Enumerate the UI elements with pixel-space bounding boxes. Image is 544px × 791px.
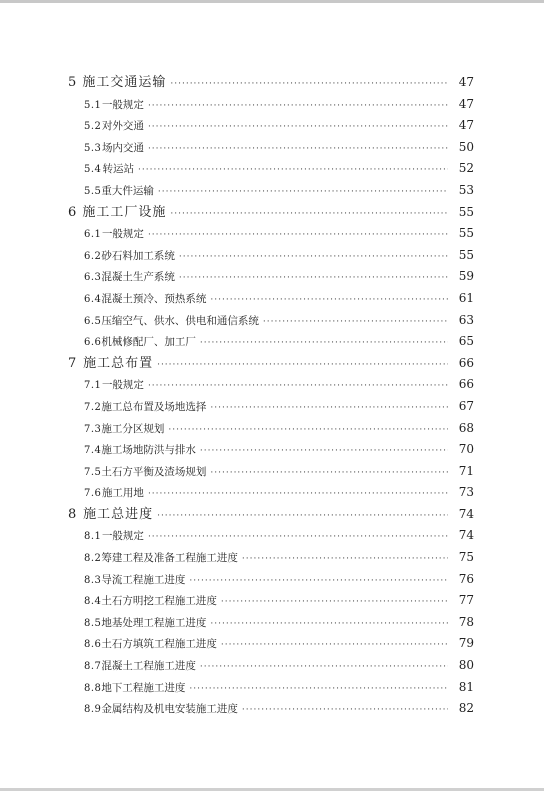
toc-page-number: 47 (458, 75, 474, 89)
toc-entry-number: 8.2 (84, 553, 102, 565)
toc-chapter-row[interactable] (68, 353, 474, 375)
toc-page-number: 82 (458, 701, 474, 716)
toc-entry-title: 导流工程施工进度 (101, 573, 186, 586)
toc-entry-number: 7 (68, 355, 77, 371)
toc-page-number: 78 (458, 614, 474, 629)
toc-entry-number: 7.5 (84, 466, 102, 478)
toc-section-row[interactable] (68, 418, 474, 440)
toc-page-number: 73 (458, 485, 474, 500)
toc-page-number: 68 (458, 420, 474, 435)
toc-leader-dots (263, 312, 448, 334)
toc-entry-number: 5.1 (84, 99, 102, 111)
toc-entry-title: 一般规定 (101, 379, 144, 392)
toc-entry-title: 对外交通 (101, 120, 144, 133)
toc-section-row[interactable] (68, 331, 474, 353)
toc-entry-title: 混凝土生产系统 (101, 271, 175, 284)
toc-section-row[interactable] (68, 245, 474, 267)
toc-leader-dots (221, 592, 448, 614)
toc-chapter-row[interactable] (68, 72, 474, 94)
toc-entry-number: 6.6 (84, 337, 102, 349)
toc-entry-number: 7.4 (84, 445, 102, 457)
toc-leader-dots (200, 441, 448, 463)
toc-leader-dots (138, 160, 448, 182)
toc-entry-title: 施工交通运输 (82, 75, 167, 90)
toc-entry-title: 压缩空气、供水、供电和通信系统 (101, 314, 259, 327)
toc-entry-number: 5 (68, 75, 77, 90)
toc-entry-title: 砂石料加工系统 (101, 249, 175, 262)
toc-entry-number: 5.3 (84, 142, 102, 154)
toc-entry-number: 8 (68, 506, 77, 522)
toc-entry-number: 8.3 (84, 574, 102, 586)
toc-entry-title: 筹建工程及准备工程施工进度 (101, 552, 238, 565)
toc-section-row[interactable] (68, 310, 474, 332)
toc-leader-dots (210, 463, 448, 485)
toc-entry-title: 土石方填筑工程施工进度 (101, 638, 217, 651)
toc-entry-number: 6.1 (84, 229, 102, 241)
toc-leader-dots (157, 506, 448, 528)
toc-leader-dots (210, 398, 448, 420)
toc-leader-dots (148, 376, 448, 398)
toc-entry-number: 8.6 (84, 639, 102, 651)
toc-entry-title: 混凝土预冷、预热系统 (101, 292, 207, 305)
toc-page-number: 74 (458, 506, 474, 521)
toc-leader-dots (157, 355, 448, 377)
toc-section-row[interactable] (68, 461, 474, 483)
toc-entry-title: 施工分区规划 (101, 422, 165, 435)
toc-entry-title: 施工场地防洪与排水 (101, 444, 196, 457)
toc-leader-dots (158, 182, 448, 204)
toc-section-row[interactable] (68, 612, 474, 634)
toc-page-number: 53 (458, 182, 474, 197)
toc-page-number: 80 (458, 658, 474, 673)
toc-page-number: 66 (458, 377, 474, 392)
toc-section-row[interactable] (68, 223, 474, 245)
toc-page-number: 50 (458, 139, 474, 154)
toc-leader-dots (148, 139, 448, 161)
toc-leader-dots (168, 420, 448, 442)
toc-page-number: 65 (458, 334, 474, 349)
toc-page-number: 74 (458, 528, 474, 543)
toc-leader-dots (170, 204, 448, 226)
toc-page-number: 55 (458, 247, 474, 262)
toc-page-number: 52 (458, 161, 474, 176)
toc-entry-number: 5.4 (84, 164, 102, 176)
toc-entry-number: 5.5 (84, 185, 102, 197)
toc-entry-number: 7.2 (84, 401, 102, 413)
page-top-border (0, 0, 544, 3)
toc-entry-title: 土石方平衡及渣场规划 (101, 465, 207, 478)
toc-entry-title: 一般规定 (101, 98, 144, 111)
toc-section-row[interactable] (68, 655, 474, 677)
toc-entry-number: 5.2 (84, 121, 102, 133)
toc-entry-title: 施工总进度 (83, 506, 154, 522)
toc-page-number: 71 (458, 463, 474, 478)
toc-leader-dots (242, 700, 448, 722)
toc-entry-title: 施工总布置及场地选择 (101, 400, 207, 413)
toc-leader-dots (242, 549, 448, 571)
toc-leader-dots (179, 247, 448, 269)
toc-entry-number: 6.3 (84, 272, 102, 284)
toc-entry-title: 重大件运输 (101, 184, 154, 197)
toc-page-number: 55 (458, 226, 474, 241)
toc-page-number: 66 (458, 355, 474, 370)
toc-page-number: 47 (458, 118, 474, 133)
toc-leader-dots (200, 333, 448, 355)
toc-section-row[interactable] (68, 374, 474, 396)
toc-section-row[interactable] (68, 115, 474, 137)
table-of-contents (68, 72, 474, 720)
toc-entry-title: 混凝土工程施工进度 (101, 660, 196, 673)
toc-chapter-row[interactable] (68, 504, 474, 526)
toc-page-number: 75 (458, 550, 474, 565)
toc-page-number: 67 (458, 398, 474, 413)
toc-entry-title: 地基处理工程施工进度 (101, 616, 207, 629)
toc-entry-number: 6.5 (84, 315, 102, 327)
toc-section-row[interactable] (68, 677, 474, 699)
toc-entry-number: 8.7 (84, 661, 102, 673)
toc-section-row[interactable] (68, 396, 474, 418)
toc-leader-dots (148, 225, 448, 247)
toc-section-row[interactable] (68, 633, 474, 655)
toc-entry-number: 7.3 (84, 423, 102, 435)
toc-section-row[interactable] (68, 482, 474, 504)
toc-entry-title: 一般规定 (101, 228, 144, 241)
toc-section-row[interactable] (68, 158, 474, 180)
toc-section-row[interactable] (68, 590, 474, 612)
toc-entry-title: 一般规定 (101, 530, 144, 543)
toc-entry-title: 地下工程施工进度 (101, 681, 186, 694)
toc-entry-title: 施工工厂设施 (82, 204, 167, 220)
toc-page-number: 76 (458, 571, 474, 586)
toc-entry-number: 8.8 (84, 682, 102, 694)
toc-page-number: 79 (458, 636, 474, 651)
toc-section-row[interactable] (68, 698, 474, 720)
toc-entry-number: 7.1 (84, 380, 102, 392)
toc-entry-number: 8.9 (84, 704, 102, 716)
toc-page-number: 59 (458, 269, 474, 284)
toc-section-row[interactable] (68, 569, 474, 591)
toc-section-row[interactable] (68, 525, 474, 547)
toc-leader-dots (148, 527, 448, 549)
toc-entry-title: 机械修配厂、加工厂 (101, 336, 196, 349)
toc-page-number: 47 (458, 96, 474, 111)
toc-page-number: 77 (458, 593, 474, 608)
toc-leader-dots (189, 679, 448, 701)
toc-leader-dots (179, 268, 448, 290)
toc-entry-title: 转运站 (102, 163, 135, 176)
toc-leader-dots (170, 74, 448, 96)
toc-page-number: 55 (458, 204, 474, 219)
toc-leader-dots (148, 96, 448, 118)
toc-section-row[interactable] (68, 137, 474, 159)
toc-entry-number: 7.6 (84, 488, 102, 500)
toc-leader-dots (148, 117, 448, 139)
toc-page-number: 63 (458, 312, 474, 327)
toc-leader-dots (200, 657, 448, 679)
toc-section-row[interactable] (68, 180, 474, 202)
toc-section-row[interactable] (68, 547, 474, 569)
toc-entry-title: 施工总布置 (83, 355, 154, 371)
toc-section-row[interactable] (68, 266, 474, 288)
toc-leader-dots (189, 571, 448, 593)
toc-leader-dots (210, 290, 448, 312)
toc-page-number: 70 (458, 442, 474, 457)
toc-entry-title: 施工用地 (101, 487, 144, 500)
toc-leader-dots (210, 614, 448, 636)
toc-chapter-row[interactable] (68, 202, 474, 224)
toc-entry-number: 8.1 (84, 531, 102, 543)
toc-entry-title: 场内交通 (101, 141, 144, 154)
toc-entry-number: 6 (68, 204, 77, 220)
toc-entry-number: 6.2 (84, 250, 102, 262)
toc-leader-dots (148, 484, 448, 506)
toc-entry-number: 8.4 (84, 596, 102, 608)
toc-entry-number: 8.5 (84, 617, 102, 629)
toc-leader-dots (221, 635, 448, 657)
toc-entry-number: 6.4 (84, 293, 102, 305)
toc-entry-title: 金属结构及机电安装施工进度 (101, 703, 238, 716)
toc-entry-title: 土石方明挖工程施工进度 (101, 595, 217, 608)
toc-section-row[interactable] (68, 439, 474, 461)
toc-page-number: 61 (458, 290, 474, 305)
toc-page-number: 81 (458, 679, 474, 694)
toc-section-row[interactable] (68, 288, 474, 310)
toc-section-row[interactable] (68, 94, 474, 116)
